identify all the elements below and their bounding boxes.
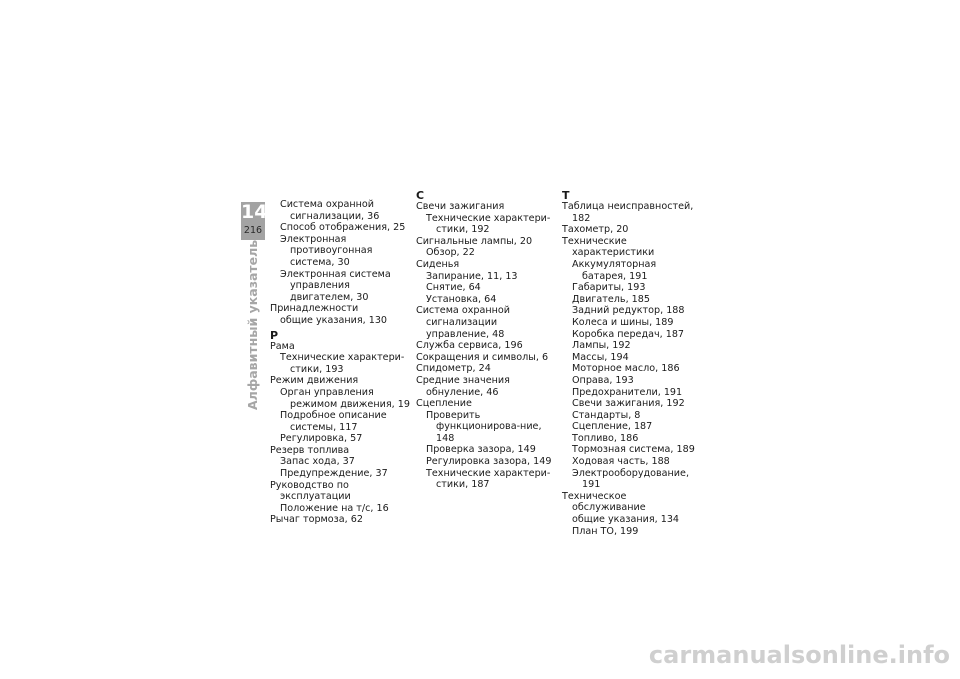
- index-main-entry: Принадлежности: [270, 303, 359, 315]
- index-sub-entry: Топливо, 186: [572, 432, 639, 444]
- index-sub-entry: Стандарты, 8: [572, 409, 641, 421]
- index-sub-entry: Сцепление, 187: [572, 421, 653, 433]
- index-main-entry: Технические характеристики: [562, 235, 655, 259]
- index-main-entry: Сигнальные лампы, 20: [416, 235, 533, 247]
- index-sub-entry: Коробка передач, 187: [572, 328, 685, 340]
- index-main-entry: Сцепление: [416, 398, 472, 410]
- index-main-entry: Служба сервиса, 196: [416, 340, 523, 352]
- index-sub-entry: Регулировка, 57: [280, 433, 363, 445]
- index-main-entry: Свечи зажигания: [416, 201, 505, 212]
- index-main-entry: Тахометр, 20: [562, 224, 629, 236]
- index-main-entry: Рама: [270, 340, 295, 352]
- index-sub-entry: Технические характери-стики, 187: [426, 467, 551, 491]
- index-sub-entry: Способ отображения, 25: [280, 222, 406, 234]
- index-sub-entry: Система охранной сигнализации, 36: [280, 199, 380, 222]
- index-letter-heading: Т: [562, 189, 570, 202]
- index-sub-entry: Двигатель, 185: [572, 293, 650, 305]
- index-sub-entry: Орган управления режимом движения, 19: [280, 386, 410, 410]
- index-sub-entry: Подробное описание системы, 117: [280, 410, 387, 433]
- index-main-entry: Сокращения и символы, 6: [416, 351, 549, 363]
- index-sub-entry: Проверить функционирова-ние, 148: [426, 409, 542, 444]
- index-sub-entry: Моторное масло, 186: [572, 363, 680, 375]
- index-sub-entry: Установка, 64: [426, 293, 497, 305]
- index-sub-entry: Габариты, 193: [572, 282, 646, 294]
- index-sub-entry: Технические характери-стики, 192: [426, 212, 551, 236]
- index-sub-entry: Регулировка зазора, 149: [426, 456, 552, 468]
- index-sub-entry: Электронная противоугонная система, 30: [280, 233, 373, 268]
- index-sub-entry: обнуление, 46: [426, 386, 499, 398]
- index-sub-entry: Свечи зажигания, 192: [572, 398, 685, 410]
- index-sub-entry: управление, 48: [426, 328, 505, 340]
- index-sub-entry: Снятие, 64: [426, 282, 481, 294]
- index-sub-entry: Задний редуктор, 188: [572, 305, 685, 317]
- index-main-entry: Рычаг тормоза, 62: [270, 514, 363, 526]
- index-sub-entry: Оправа, 193: [572, 374, 634, 386]
- index-sub-entry: Предупреждение, 37: [280, 468, 388, 480]
- index-main-entry: Средние значения: [416, 374, 510, 386]
- index-main-entry: Система охранной сигнализации: [416, 305, 511, 328]
- index-sub-entry: Запас хода, 37: [280, 456, 355, 468]
- index-sub-entry: Предохранители, 191: [572, 386, 683, 398]
- index-sub-entry: Колеса и шины, 189: [572, 316, 674, 328]
- section-title: Алфавитный указатель: [245, 239, 260, 410]
- index-sub-entry: Ходовая часть, 188: [572, 456, 670, 468]
- index-sub-entry: Запирание, 11, 13: [426, 270, 518, 282]
- index-sub-entry: Электрооборудование, 191: [572, 467, 689, 491]
- chapter-tab: [241, 201, 268, 240]
- index-column-3: [562, 189, 702, 537]
- index-column-2: [416, 189, 556, 491]
- index-sub-entry: Обзор, 22: [426, 247, 475, 259]
- index-sub-entry: общие указания, 130: [280, 314, 388, 326]
- index-sub-entry: общие указания, 134: [572, 514, 680, 526]
- index-letter-heading: Р: [270, 328, 279, 342]
- index-sub-entry: Лампы, 192: [572, 340, 631, 352]
- index-sub-entry: Тормозная система, 189: [572, 444, 695, 456]
- index-main-entry: Руководство по эксплуатации: [270, 479, 351, 503]
- index-sub-entry: План ТО, 199: [572, 525, 639, 537]
- page-number: 216: [243, 225, 263, 236]
- index-sub-entry: Технические характери-стики, 193: [280, 352, 405, 375]
- index-main-entry: Сиденья: [416, 258, 460, 270]
- watermark: carmanualsonline.info: [648, 641, 950, 669]
- index-main-entry: Спидометр, 24: [416, 363, 491, 375]
- index-sub-entry: Электронная система управления двигателем, 30: [280, 268, 391, 303]
- index-column-1: [270, 199, 410, 526]
- index-sub-entry: Массы, 194: [572, 351, 629, 363]
- index-sub-entry: Аккумуляторная батарея, 191: [572, 258, 657, 282]
- index-sub-entry: Положение на т/с, 16: [280, 502, 389, 514]
- index-letter-heading: С: [416, 189, 425, 202]
- index-sub-entry: Проверка зазора, 149: [426, 444, 536, 456]
- chapter-number: 14: [241, 201, 268, 223]
- index-main-entry: Режим движения: [270, 375, 359, 387]
- index-main-entry: Техническое обслуживание: [562, 490, 646, 514]
- index-main-entry: Резерв топлива: [270, 444, 350, 456]
- index-main-entry: Таблица неисправностей, 182: [562, 201, 694, 224]
